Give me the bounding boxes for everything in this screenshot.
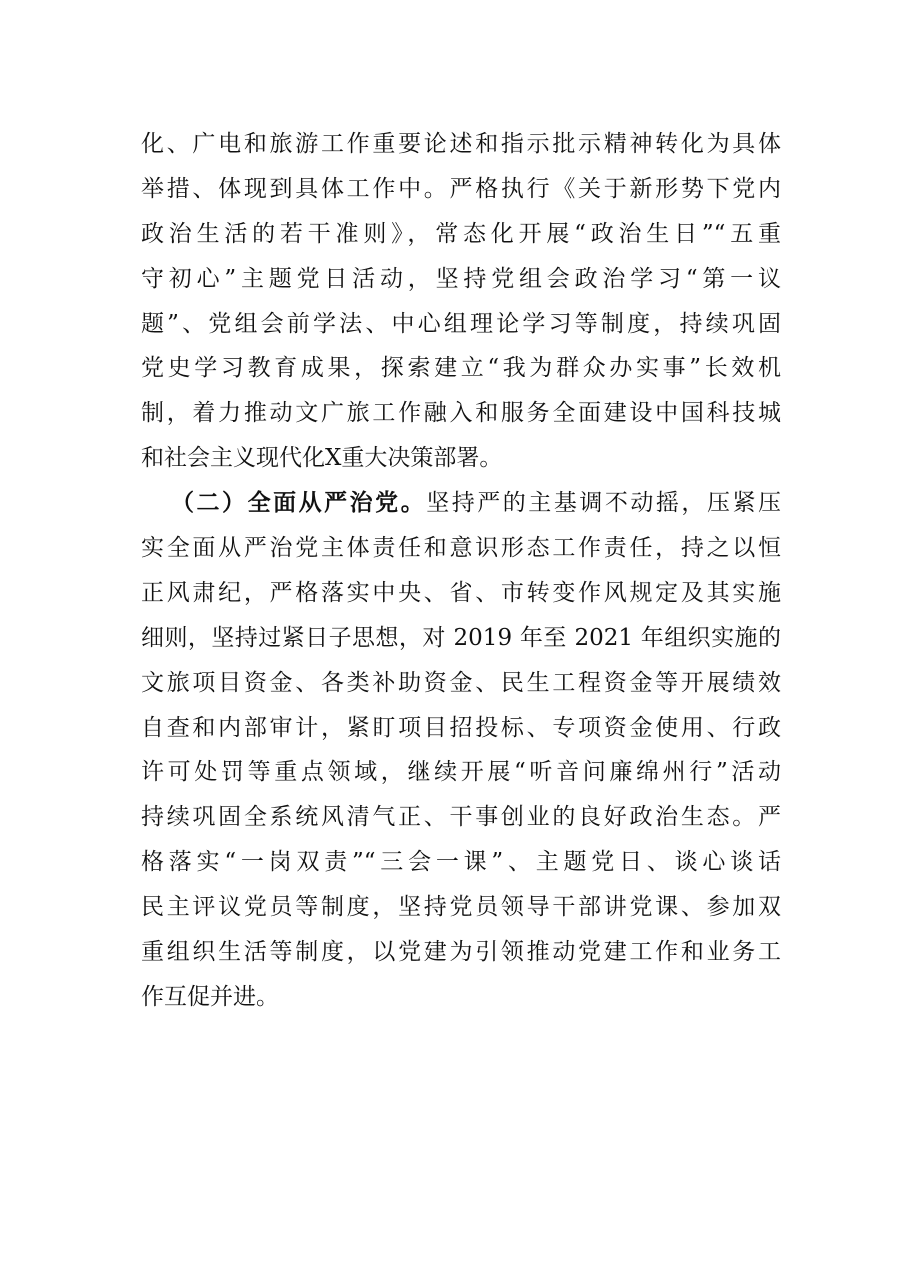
text-line: 题”、党组会前学法、中心组理论学习等制度，持续巩固 [141, 310, 781, 337]
text-line: 格落实“一岗双责”“三会一课”、主题党日、谈心谈话 [141, 849, 781, 876]
text-line: 举措、体现到具体工作中。严格执行《关于新形势下党内 [141, 175, 781, 202]
text-line: 党史学习教育成果，探索建立“我为群众办实事”长效机 [141, 355, 781, 382]
text-line: 守初心”主题党日活动，坚持党组会政治学习“第一议 [141, 265, 781, 292]
paragraph-2 [141, 481, 781, 1020]
text-line: 细则，坚持过紧日子思想，对 2019 年至 2021 年组织实施的 [141, 624, 781, 651]
text-line: 化、广电和旅游工作重要论述和指示批示精神转化为具体 [141, 131, 781, 157]
paragraph-1 [141, 122, 781, 481]
text-line: 作互促并进。 [141, 983, 279, 1010]
paragraph-first-line [141, 481, 781, 526]
text-line: 重组织生活等制度，以党建为引领推动党建工作和业务工 [141, 939, 781, 966]
text-line: 实全面从严治党主体责任和意识形态工作责任，持之以恒 [141, 535, 781, 562]
text-line: 自查和内部审计，紧盯项目招投标、专项资金使用、行政 [141, 714, 781, 741]
text-line: 制，着力推动文广旅工作融入和服务全面建设中国科技城 [141, 400, 781, 427]
text-line: 政治生活的若干准则》，常态化开展“政治生日”“五重 [141, 220, 781, 247]
text-line: 民主评议党员等制度，坚持党员领导干部讲党课、参加双 [141, 894, 781, 921]
heading-followup-text: 坚持严的主基调不动摇，压紧压 [426, 490, 782, 517]
document-body [141, 122, 781, 1020]
section-heading: （二）全面从严治党。 [171, 490, 427, 517]
text-line: 正风肃纪，严格落实中央、省、市转变作风规定及其实施 [141, 579, 781, 606]
text-line: 文旅项目资金、各类补助资金、民生工程资金等开展绩效 [141, 669, 781, 696]
text-line: 持续巩固全系统风清气正、干事创业的良好政治生态。严 [141, 804, 781, 831]
text-line: 和社会主义现代化X重大决策部署。 [141, 445, 503, 472]
text-line: 许可处罚等重点领域，继续开展“听音问廉绵州行”活动 [141, 759, 781, 786]
